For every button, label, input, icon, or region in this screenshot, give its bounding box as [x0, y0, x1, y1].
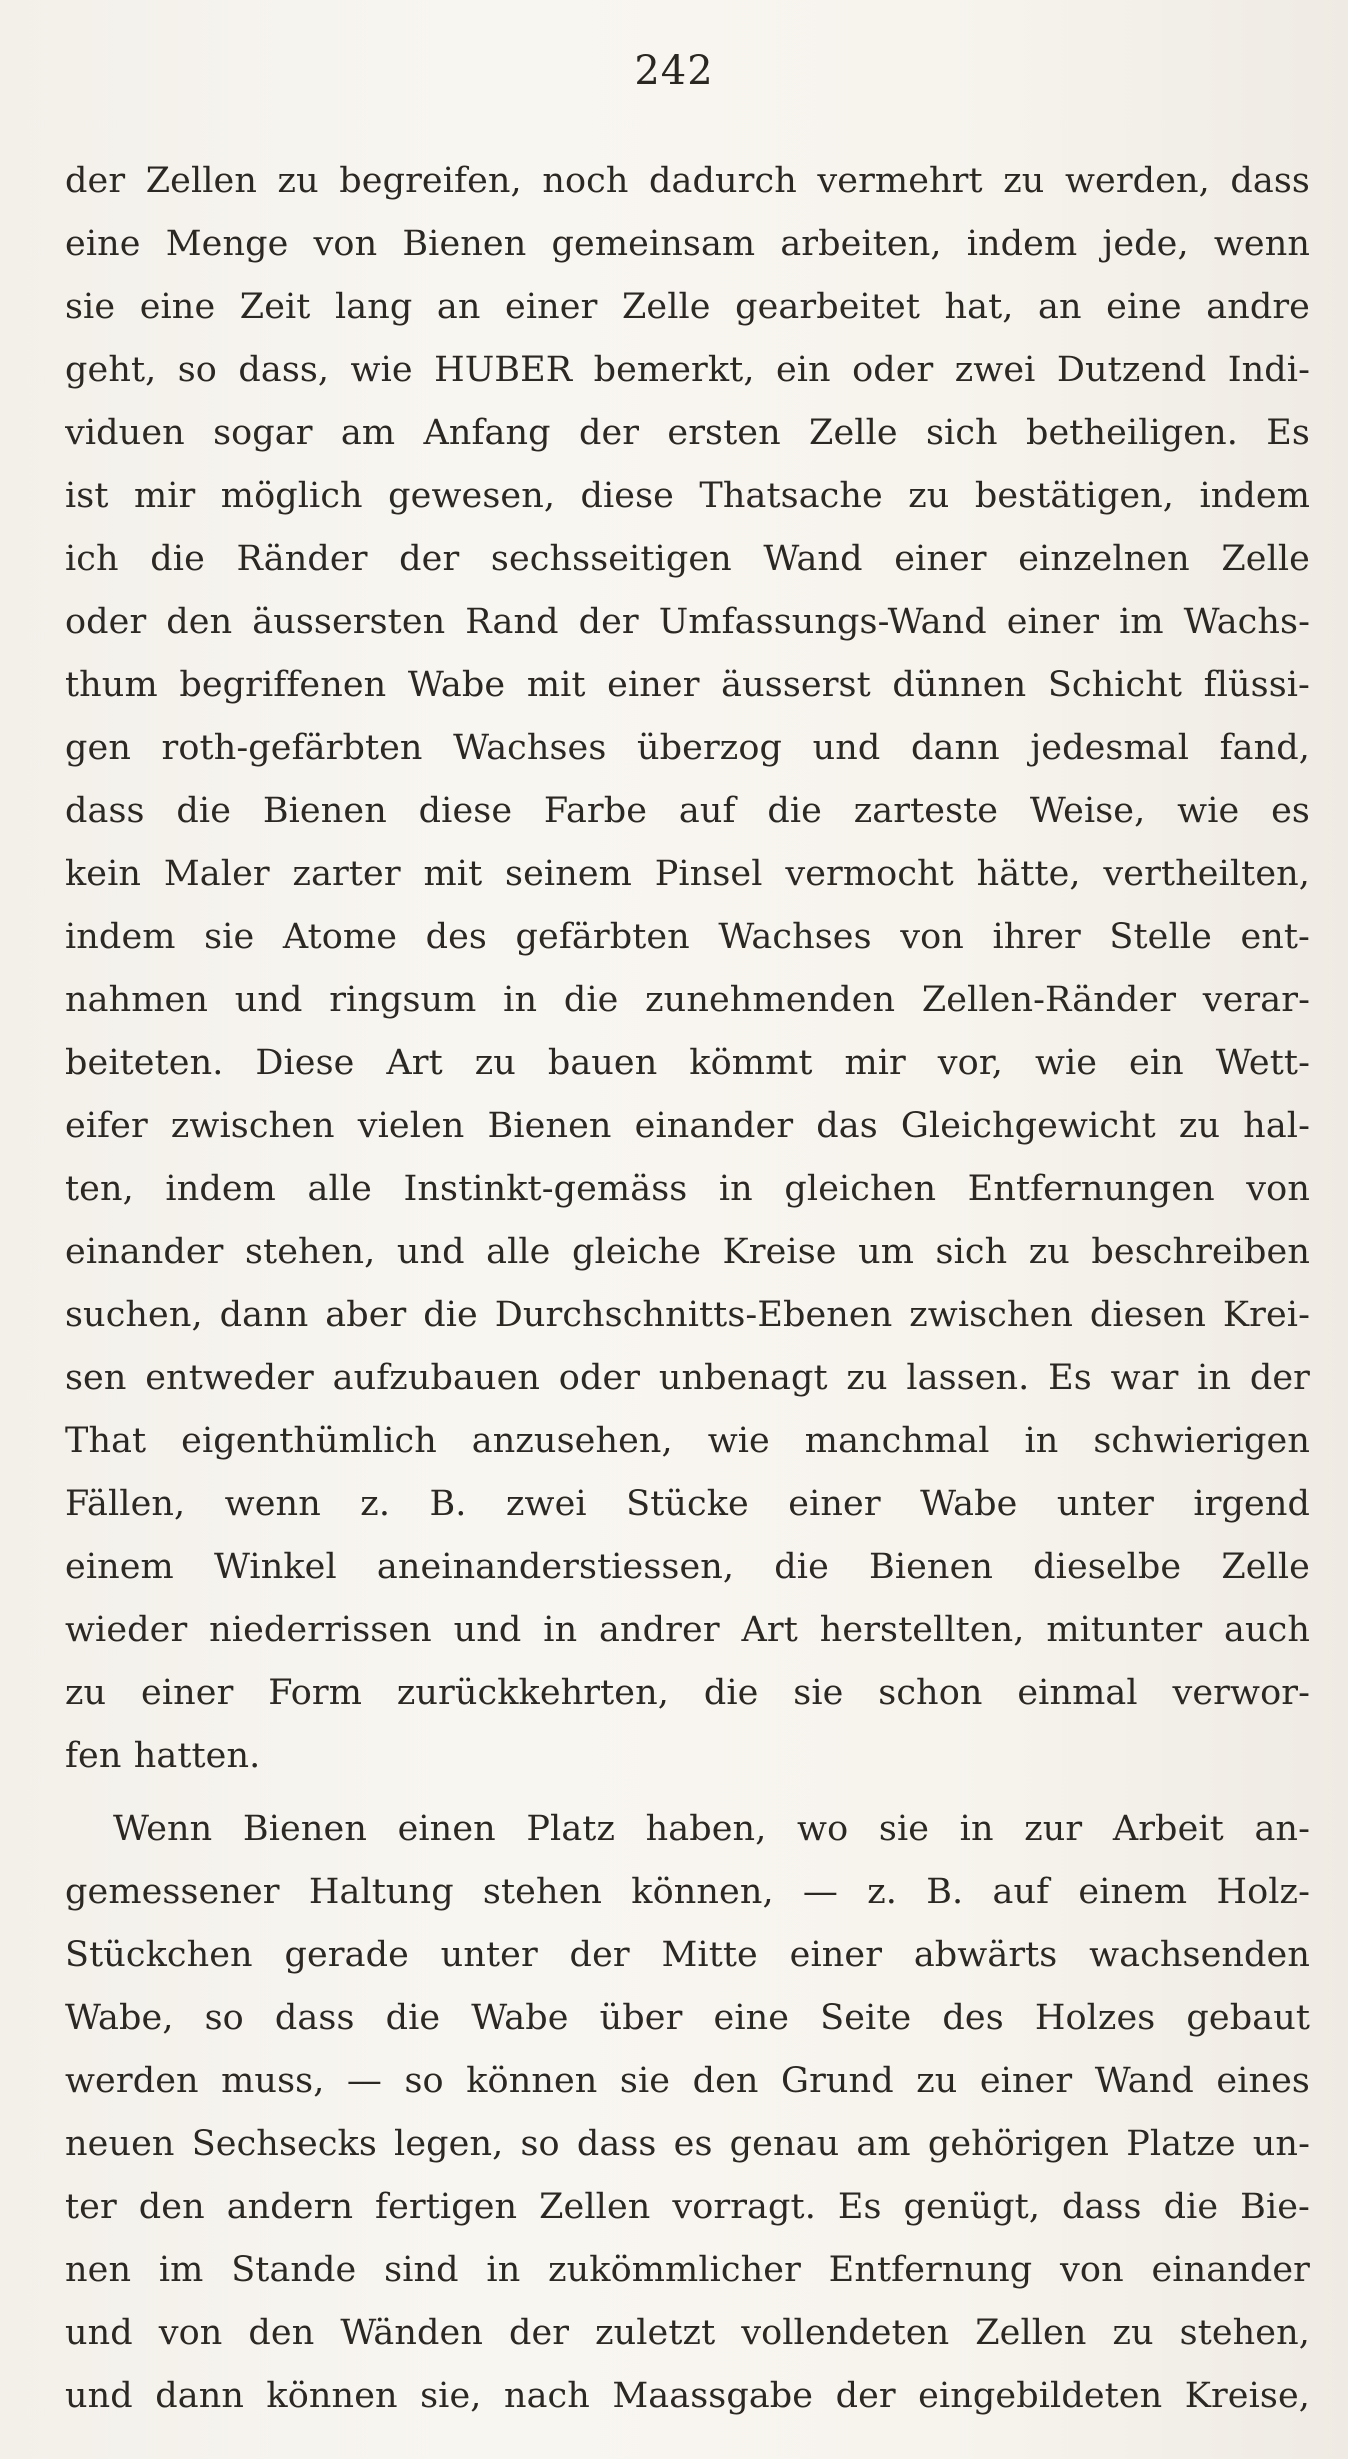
text-line: und von den Wänden der zuletzt vollendeten Zellen zu stehen, [65, 2313, 1310, 2353]
text-line: neuen Sechsecks legen, so dass es genau am gehörigen Platze un- [65, 2124, 1310, 2164]
text-line: ich die Ränder der sechsseitigen Wand einer einzelnen Zelle [65, 539, 1310, 579]
text-line: viduen sogar am Anfang der ersten Zelle sich betheiligen. Es [65, 413, 1310, 453]
text-line: geht, so dass, wie HUBER bemerkt, ein oder zwei Dutzend Indi- [65, 350, 1310, 390]
text-line: eine Menge von Bienen gemeinsam arbeiten, indem jede, wenn [65, 224, 1310, 264]
text-line: der Zellen zu begreifen, noch dadurch vermehrt zu werden, dass [65, 161, 1310, 201]
paragraph-1 [65, 150, 1310, 1788]
text-line: dass die Bienen diese Farbe auf die zarteste Weise, wie es [65, 791, 1310, 831]
text-line: zu einer Form zurückkehrten, die sie schon einmal verwor- [65, 1673, 1310, 1713]
text-line: Wenn Bienen einen Platz haben, wo sie in zur Arbeit an- [113, 1809, 1310, 1849]
text-line: nahmen und ringsum in die zunehmenden Zellen-Ränder verar- [65, 980, 1310, 1020]
text-line: Wabe, so dass die Wabe über eine Seite des Holzes gebaut [65, 1998, 1310, 2038]
text-line: beiteten. Diese Art zu bauen kömmt mir vor, wie ein Wett- [65, 1043, 1310, 1083]
text-line: wieder niederrissen und in andrer Art herstellten, mitunter auch [65, 1610, 1310, 1650]
text-line: ist mir möglich gewesen, diese Thatsache zu bestätigen, indem [65, 476, 1310, 516]
text-line: sen entweder aufzubauen oder unbenagt zu lassen. Es war in der [65, 1358, 1310, 1398]
text-line: indem sie Atome des gefärbten Wachses von ihrer Stelle ent- [65, 917, 1310, 957]
text-line: sie eine Zeit lang an einer Zelle gearbeitet hat, an eine andre [65, 287, 1310, 327]
text-line: thum begriffenen Wabe mit einer äusserst dünnen Schicht flüssi- [65, 665, 1310, 705]
text-line: Stückchen gerade unter der Mitte einer abwärts wachsenden [65, 1935, 1310, 1975]
text-line: fen hatten. [65, 1736, 261, 1776]
text-line: werden muss, — so können sie den Grund zu einer Wand eines [65, 2061, 1310, 2101]
paragraph-gap [65, 1788, 1310, 1798]
text-line: Fällen, wenn z. B. zwei Stücke einer Wabe unter irgend [65, 1484, 1310, 1524]
page-number: 242 [634, 48, 714, 94]
text-line: eifer zwischen vielen Bienen einander das Gleichgewicht zu hal- [65, 1106, 1310, 1146]
text-line: That eigenthümlich anzusehen, wie manchmal in schwierigen [65, 1421, 1310, 1461]
text-line: und dann können sie, nach Maassgabe der eingebildeten Kreise, [65, 2376, 1310, 2416]
text-line: oder den äussersten Rand der Umfassungs-Wand einer im Wachs- [65, 602, 1310, 642]
text-line: ter den andern fertigen Zellen vorragt. Es genügt, dass die Bie- [65, 2187, 1310, 2227]
text-line: suchen, dann aber die Durchschnitts-Ebenen zwischen diesen Krei- [65, 1295, 1310, 1335]
text-line: kein Maler zarter mit seinem Pinsel vermocht hätte, vertheilten, [65, 854, 1310, 894]
text-line: einander stehen, und alle gleiche Kreise um sich zu beschreiben [65, 1232, 1310, 1272]
paragraph-2 [65, 1798, 1310, 2428]
text-line: nen im Stande sind in zukömmlicher Entfernung von einander [65, 2250, 1310, 2290]
text-line: gen roth-gefärbten Wachses überzog und dann jedesmal fand, [65, 728, 1310, 768]
text-line: einem Winkel aneinanderstiessen, die Bienen dieselbe Zelle [65, 1547, 1310, 1587]
text-line: ten, indem alle Instinkt-gemäss in gleichen Entfernungen von [65, 1169, 1310, 1209]
body-text [65, 150, 1310, 2428]
text-line: gemessener Haltung stehen können, — z. B. auf einem Holz- [65, 1872, 1310, 1912]
